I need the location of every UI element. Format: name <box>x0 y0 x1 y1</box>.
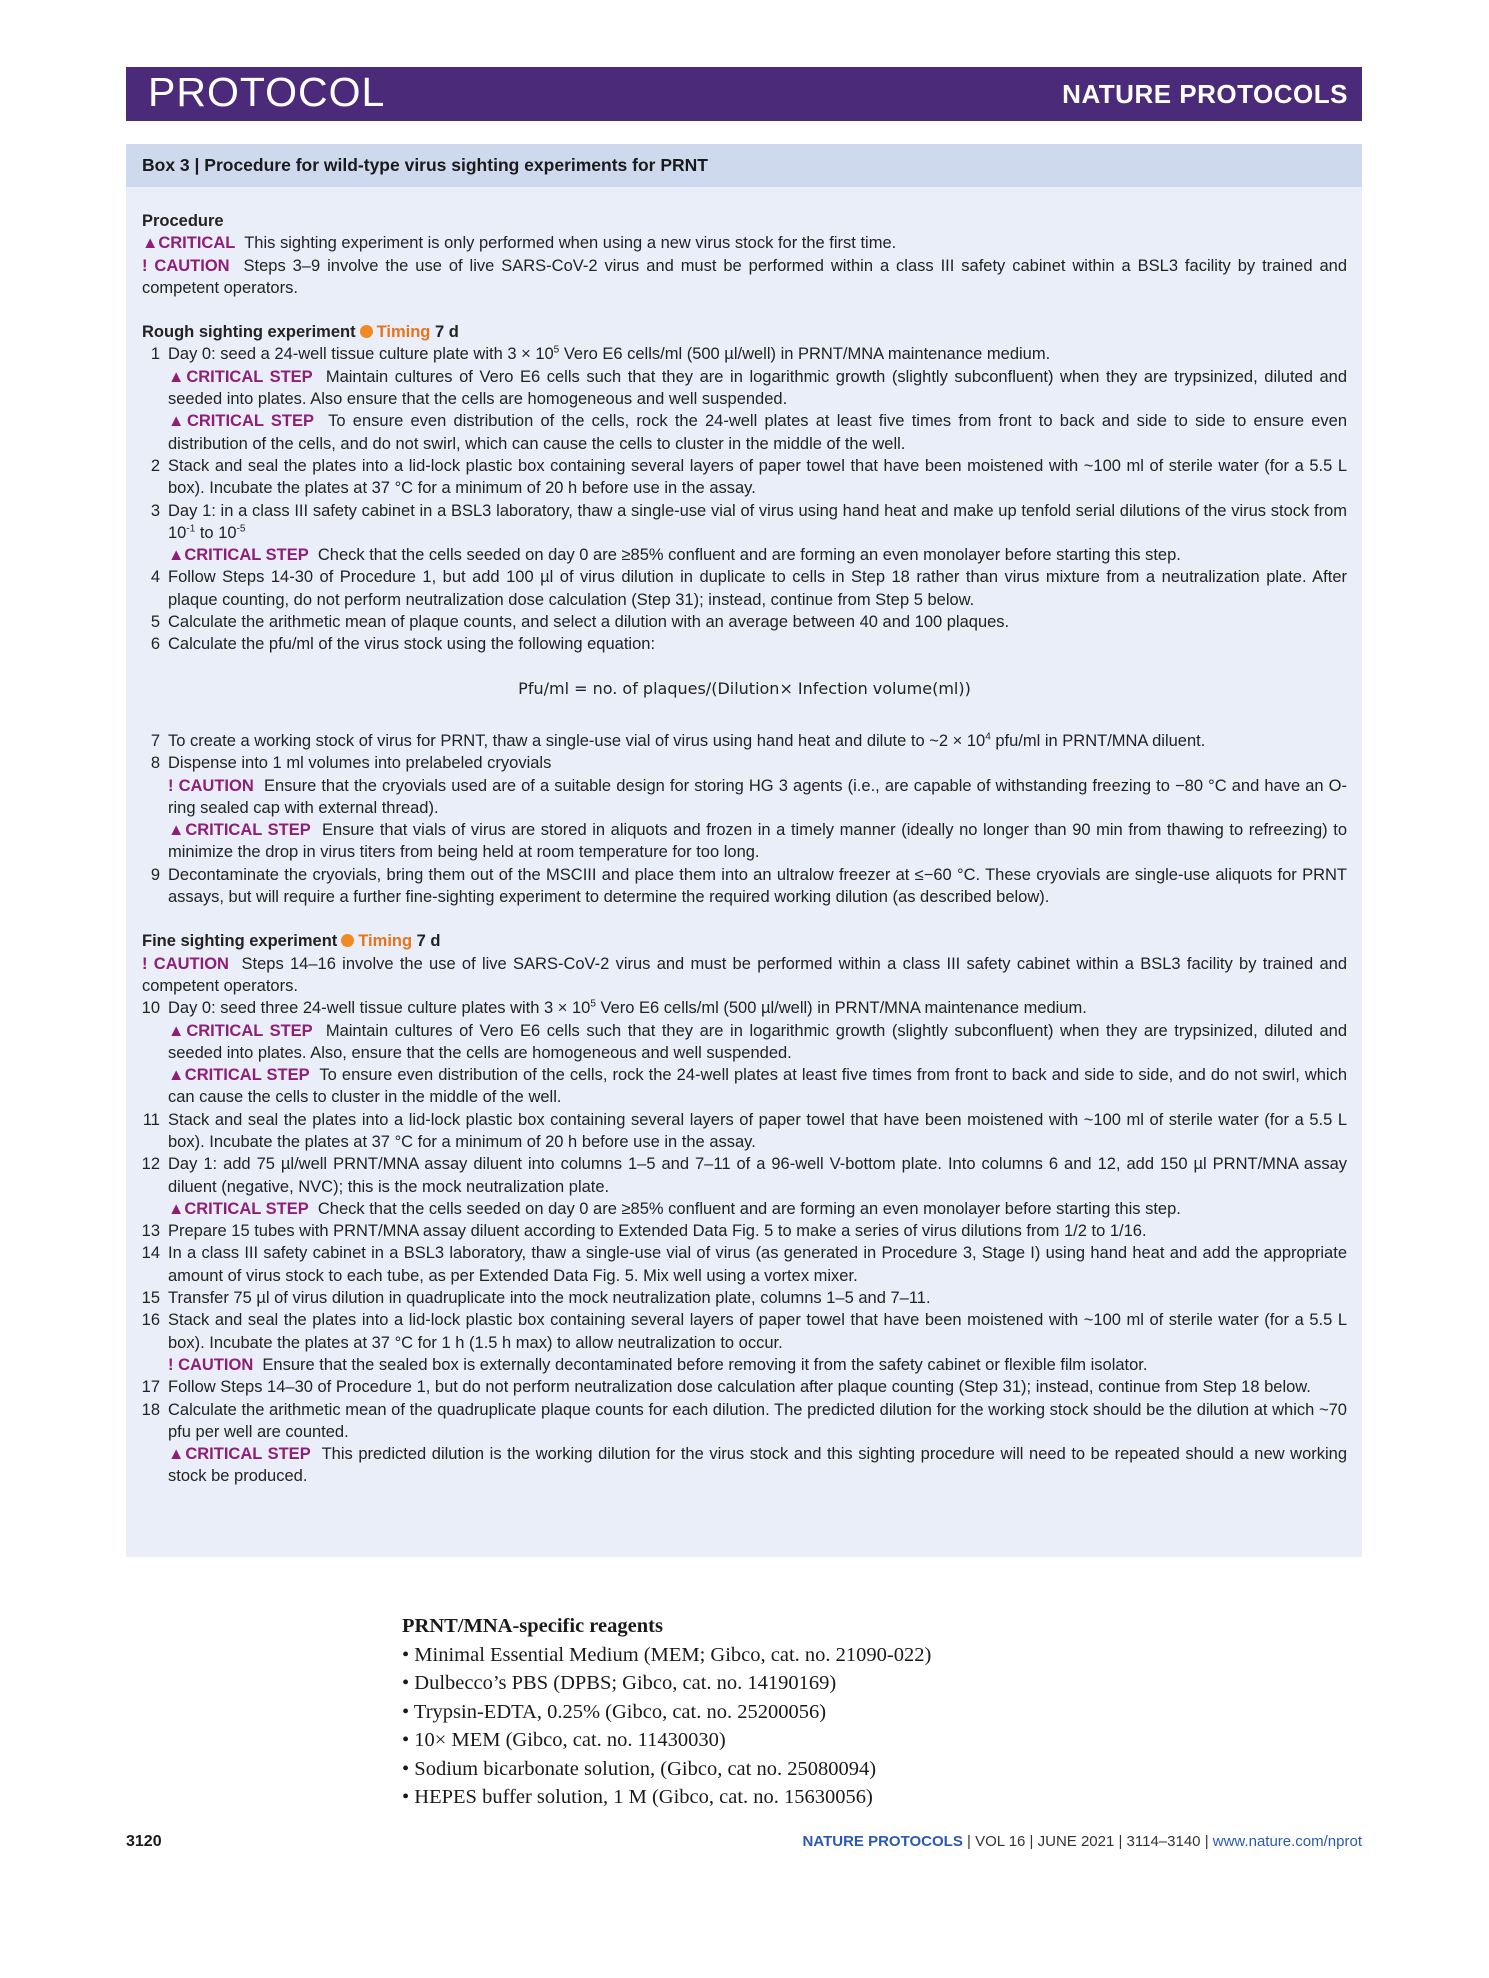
step-text: Follow Steps 14-30 of Procedure 1, but add 100 µl of virus dilution in duplicate to cells in Step 18 rather than virus mixture from a neutralization plate. After plaque counting, do not perform neutralization dose calculation (Step 31); instead, continue from Step 5 below. <box>168 568 1347 609</box>
reagent-item: • Dulbecco’s PBS (DPBS; Gibco, cat. no. 14190169) <box>402 1672 837 1694</box>
step-text: Vero E6 cells/ml (500 µl/well) in PRNT/MNA maintenance medium. <box>559 345 1051 364</box>
caution-text: Steps 14–16 involve the use of live SARS-CoV-2 virus and must be performed within a class III safety cabinet within a BSL3 facility by trained and competent operators. <box>142 954 1347 995</box>
step-number: 9 <box>150 865 160 884</box>
caution-step <box>142 775 1347 820</box>
caution-note <box>142 953 1347 998</box>
step-1 <box>142 343 1347 365</box>
step-7 <box>142 730 1347 752</box>
step-text: Day 0: seed a 24-well tissue culture plate with 3 × 10 <box>168 345 554 364</box>
step-number: 4 <box>150 568 160 587</box>
step-number: 11 <box>142 1110 160 1129</box>
critical-step-text: To ensure even distribution of the cells, rock the 24-well plates at least five times from front to back and side to side, and do not swirl, which can cause the cells to cluster in the middle of the well. <box>168 1066 1348 1107</box>
step-number: 6 <box>150 635 160 654</box>
superscript: 5 <box>553 344 560 356</box>
critical-step <box>142 1443 1347 1488</box>
step-number: 17 <box>141 1378 160 1397</box>
critical-step <box>142 819 1347 864</box>
step-number: 1 <box>150 345 160 364</box>
reagent-item: • Trypsin-EDTA, 0.25% (Gibco, cat. no. 25200056) <box>402 1700 827 1723</box>
step-text: Calculate the arithmetic mean of the quadruplicate plaque counts for each dilution. The predicted dilution for the working stock should be the dilution at which ~70 pfu per well are counted. <box>168 1400 1347 1441</box>
box-title-bar <box>126 144 1362 187</box>
footer-url-link[interactable]: www.nature.com/nprot <box>1212 1833 1362 1850</box>
caution-step <box>142 1354 1347 1376</box>
caution-note <box>142 255 1347 300</box>
step-number: 14 <box>141 1244 160 1263</box>
footer-citation <box>803 1833 1362 1850</box>
critical-step-text: Check that the cells seeded on day 0 are ≥85% confluent and are forming an even monolayer before starting this step. <box>317 546 1181 565</box>
step-text: Stack and seal the plates into a lid-lock plastic box containing several layers of paper towel that have been moistened with ~100 ml of sterile water (for a 5.5 L box). Incubate the plates at 37 °C for 1 h (1.5 h max) to allow neutralization to occur. <box>168 1311 1347 1352</box>
reagent-item: • 10× MEM (Gibco, cat. no. 11430030) <box>402 1729 726 1751</box>
critical-note <box>142 232 1347 254</box>
caution-text: Ensure that the cryovials used are of a suitable design for storing HG 3 agents (i.e., are capable of withstanding freezing to −80 °C and have an O-ring sealed cap with external thread). <box>168 776 1347 817</box>
step-number: 2 <box>150 456 160 475</box>
critical-step-text: Ensure that vials of virus are stored in aliquots and frozen in a timely manner (ideally no longer than 90 min from thawing to refreezing) to minimize the drop in virus titers from being held at room temperature for too long. <box>168 821 1347 862</box>
footer-journal: NATURE PROTOCOLS <box>802 1833 963 1850</box>
page-number: 3120 <box>126 1833 162 1850</box>
section-label: PROTOCOL <box>148 69 386 115</box>
step-text: Calculate the arithmetic mean of plaque counts, and select a dilution with an average between 40 and 100 plaques. <box>168 613 1010 632</box>
step-text: to 10 <box>195 523 237 542</box>
timing-label: Timing <box>358 932 413 951</box>
step-15 <box>142 1287 1347 1309</box>
step-number: 3 <box>150 501 160 520</box>
reagent-item: • HEPES buffer solution, 1 M (Gibco, cat. no. 15630056) <box>402 1786 873 1808</box>
critical-label: ▲CRITICAL <box>142 234 236 253</box>
rough-heading <box>142 321 1347 343</box>
journal-name: NATURE PROTOCOLS <box>1062 79 1348 109</box>
step-11 <box>142 1109 1347 1154</box>
rough-timing: 7 d <box>434 323 459 342</box>
critical-step <box>142 1064 1347 1109</box>
page-header <box>126 67 1362 121</box>
step-4 <box>142 566 1347 611</box>
procedure-heading: Procedure <box>142 212 224 230</box>
pfu-equation: Pfu/ml = no. of plaques/(Dilution× Infection volume(ml)) <box>518 678 971 698</box>
rough-heading-text: Rough sighting experiment <box>142 323 356 342</box>
step-10 <box>142 997 1347 1019</box>
caution-label: ! CAUTION <box>142 954 229 973</box>
step-text: pfu/ml in PRNT/MNA diluent. <box>990 731 1206 750</box>
critical-step-label: ▲CRITICAL STEP <box>168 1066 310 1085</box>
step-text: To create a working stock of virus for PRNT, thaw a single-use vial of virus using hand heat and dilute to ~2 × 10 <box>168 731 986 750</box>
box-3 <box>126 144 1362 1557</box>
critical-step <box>142 410 1347 455</box>
step-number: 8 <box>150 754 160 773</box>
box-content <box>142 210 1347 1488</box>
caution-label: ! CAUTION <box>168 1355 254 1374</box>
critical-step-label: ▲CRITICAL STEP <box>168 1199 309 1218</box>
step-text: In a class III safety cabinet in a BSL3 laboratory, thaw a single-use vial of virus (as generated in Procedure 3, Stage I) using hand heat and add the appropriate amount of virus stock to each tube, as per Extended Data Fig. 5. Mix well using a vortex mixer. <box>168 1244 1347 1285</box>
critical-step-label: ▲CRITICAL STEP <box>168 1445 311 1464</box>
step-9 <box>142 864 1347 909</box>
step-text: Stack and seal the plates into a lid-lock plastic box containing several layers of paper towel that have been moistened with ~100 ml of sterile water (for a 5.5 L box). Incubate the plates at 37 °C for a minimum of 20 h before use in the assay. <box>168 456 1347 498</box>
critical-step-text: Maintain cultures of Vero E6 cells such that they are in logarithmic growth (slightly subconfluent) when they are trypsinized, diluted and seeded into plates. Also ensure that the cells are homogeneous and well suspended. <box>168 367 1347 409</box>
step-number: 16 <box>141 1311 160 1330</box>
critical-text: This sighting experiment is only performed when using a new virus stock for the first time. <box>244 234 897 253</box>
step-17 <box>142 1376 1347 1398</box>
step-text: Decontaminate the cryovials, bring them out of the MSCIII and place them into an ultralow freezer at ≤−60 °C. These cryovials are single-use aliquots for PRNT assays, but will require a further fine-sighting experiment to determine the required working dilution (as described below). <box>168 865 1347 907</box>
step-text: Prepare 15 tubes with PRNT/MNA assay diluent according to Extended Data Fig. 5 to make a series of virus dilutions from 1/2 to 1/16. <box>168 1222 1147 1241</box>
step-3 <box>142 500 1347 545</box>
caution-label: ! CAUTION <box>168 776 254 795</box>
reagent-item: • Sodium bicarbonate solution, (Gibco, cat no. 25080094) <box>402 1757 877 1780</box>
step-text: Day 1: in a class III safety cabinet in a BSL3 laboratory, thaw a single-use vial of virus using hand heat and make up tenfold serial dilutions of the virus stock from 10 <box>168 501 1347 542</box>
fine-heading <box>142 930 1347 952</box>
step-18 <box>142 1399 1347 1444</box>
critical-step-label: ▲CRITICAL STEP <box>168 412 314 431</box>
box-title: Box 3 | Procedure for wild-type virus sighting experiments for PRNT <box>142 155 708 175</box>
critical-step-label: ▲CRITICAL STEP <box>168 821 311 840</box>
critical-step-text: This predicted dilution is the working dilution for the virus stock and this sighting procedure will need to be repeated should a new working stock be produced. <box>168 1445 1348 1486</box>
caution-text: Ensure that the sealed box is externally decontaminated before removing it from the safety cabinet or flexible film isolator. <box>262 1355 1148 1374</box>
step-number: 10 <box>141 999 160 1018</box>
footer-volume: | VOL 16 | JUNE 2021 | 3114–3140 | <box>962 1833 1213 1850</box>
step-number: 12 <box>141 1155 160 1174</box>
critical-step-label: ▲CRITICAL STEP <box>168 546 309 565</box>
superscript: -5 <box>236 523 246 535</box>
step-text: Vero E6 cells/ml (500 µl/well) in PRNT/MNA maintenance medium. <box>595 999 1087 1018</box>
critical-step-label: ▲CRITICAL STEP <box>168 367 313 386</box>
superscript: 4 <box>985 731 991 743</box>
step-12 <box>142 1153 1347 1198</box>
step-number: 15 <box>141 1289 160 1308</box>
reagents-section <box>402 1612 1102 1812</box>
fine-heading-text: Fine sighting experiment <box>142 932 338 951</box>
timing-dot-icon <box>360 325 373 338</box>
caution-text: Steps 3–9 involve the use of live SARS-CoV-2 virus and must be performed within a class III safety cabinet within a BSL3 facility by trained and competent operators. <box>142 256 1348 297</box>
step-16 <box>142 1309 1347 1354</box>
critical-step <box>142 366 1347 411</box>
step-text: Dispense into 1 ml volumes into prelabeled cryovials <box>168 754 552 773</box>
step-text: Day 0: seed three 24-well tissue culture plates with 3 × 10 <box>168 999 591 1018</box>
critical-step-label: ▲CRITICAL STEP <box>168 1021 313 1040</box>
critical-step <box>142 1020 1347 1065</box>
step-5 <box>142 611 1347 633</box>
critical-step-text: Check that the cells seeded on day 0 are ≥85% confluent and are forming an even monolayer before starting this step. <box>317 1199 1181 1218</box>
timing-dot-icon <box>341 934 354 947</box>
reagent-item: • Minimal Essential Medium (MEM; Gibco, cat. no. 21090-022) <box>402 1643 932 1666</box>
superscript: -1 <box>186 523 196 535</box>
critical-step <box>142 1198 1347 1220</box>
superscript: 5 <box>590 998 596 1010</box>
step-text: Stack and seal the plates into a lid-lock plastic box containing several layers of paper towel that have been moistened with ~100 ml of sterile water (for a 5.5 L box). Incubate the plates at 37 °C for a minimum of 20 h before use in the assay. <box>168 1110 1347 1151</box>
timing-label: Timing <box>376 323 431 342</box>
step-2 <box>142 455 1347 500</box>
reagents-title: PRNT/MNA-specific reagents <box>402 1615 663 1637</box>
critical-step <box>142 544 1347 566</box>
step-6 <box>142 633 1347 655</box>
step-text: Day 1: add 75 µl/well PRNT/MNA assay diluent into columns 1–5 and 7–11 of a 96-well V-bottom plate. Into columns 6 and 12, add 150 µl PRNT/MNA assay diluent (negative, NVC); this is the mock neutralization plate. <box>168 1155 1347 1196</box>
step-number: 5 <box>150 613 160 632</box>
critical-step-text: To ensure even distribution of the cells, rock the 24-well plates at least five times from front to back and side to side to ensure even distribution of the cells, and do not swirl, which can cause the cells to cluster in the middle of the well. <box>168 412 1348 453</box>
step-number: 7 <box>150 731 160 750</box>
step-14 <box>142 1242 1347 1287</box>
step-8 <box>142 752 1347 774</box>
step-number: 18 <box>141 1400 160 1419</box>
fine-timing: 7 d <box>416 932 441 951</box>
step-text: Transfer 75 µl of virus dilution in quadruplicate into the mock neutralization plate, columns 1–5 and 7–11. <box>168 1289 931 1308</box>
step-number: 13 <box>141 1222 160 1241</box>
step-text: Follow Steps 14–30 of Procedure 1, but do not perform neutralization dose calculation after plaque counting (Step 31); instead, continue from Step 18 below. <box>168 1378 1311 1397</box>
step-13 <box>142 1220 1347 1242</box>
caution-label: ! CAUTION <box>142 256 230 275</box>
step-text: Calculate the pfu/ml of the virus stock using the following equation: <box>168 635 656 654</box>
critical-step-text: Maintain cultures of Vero E6 cells such that they are in logarithmic growth (slightly subconfluent) when they are trypsinized, diluted and seeded into plates. Also, ensure that the cells are homogeneous and well suspended. <box>168 1021 1347 1062</box>
